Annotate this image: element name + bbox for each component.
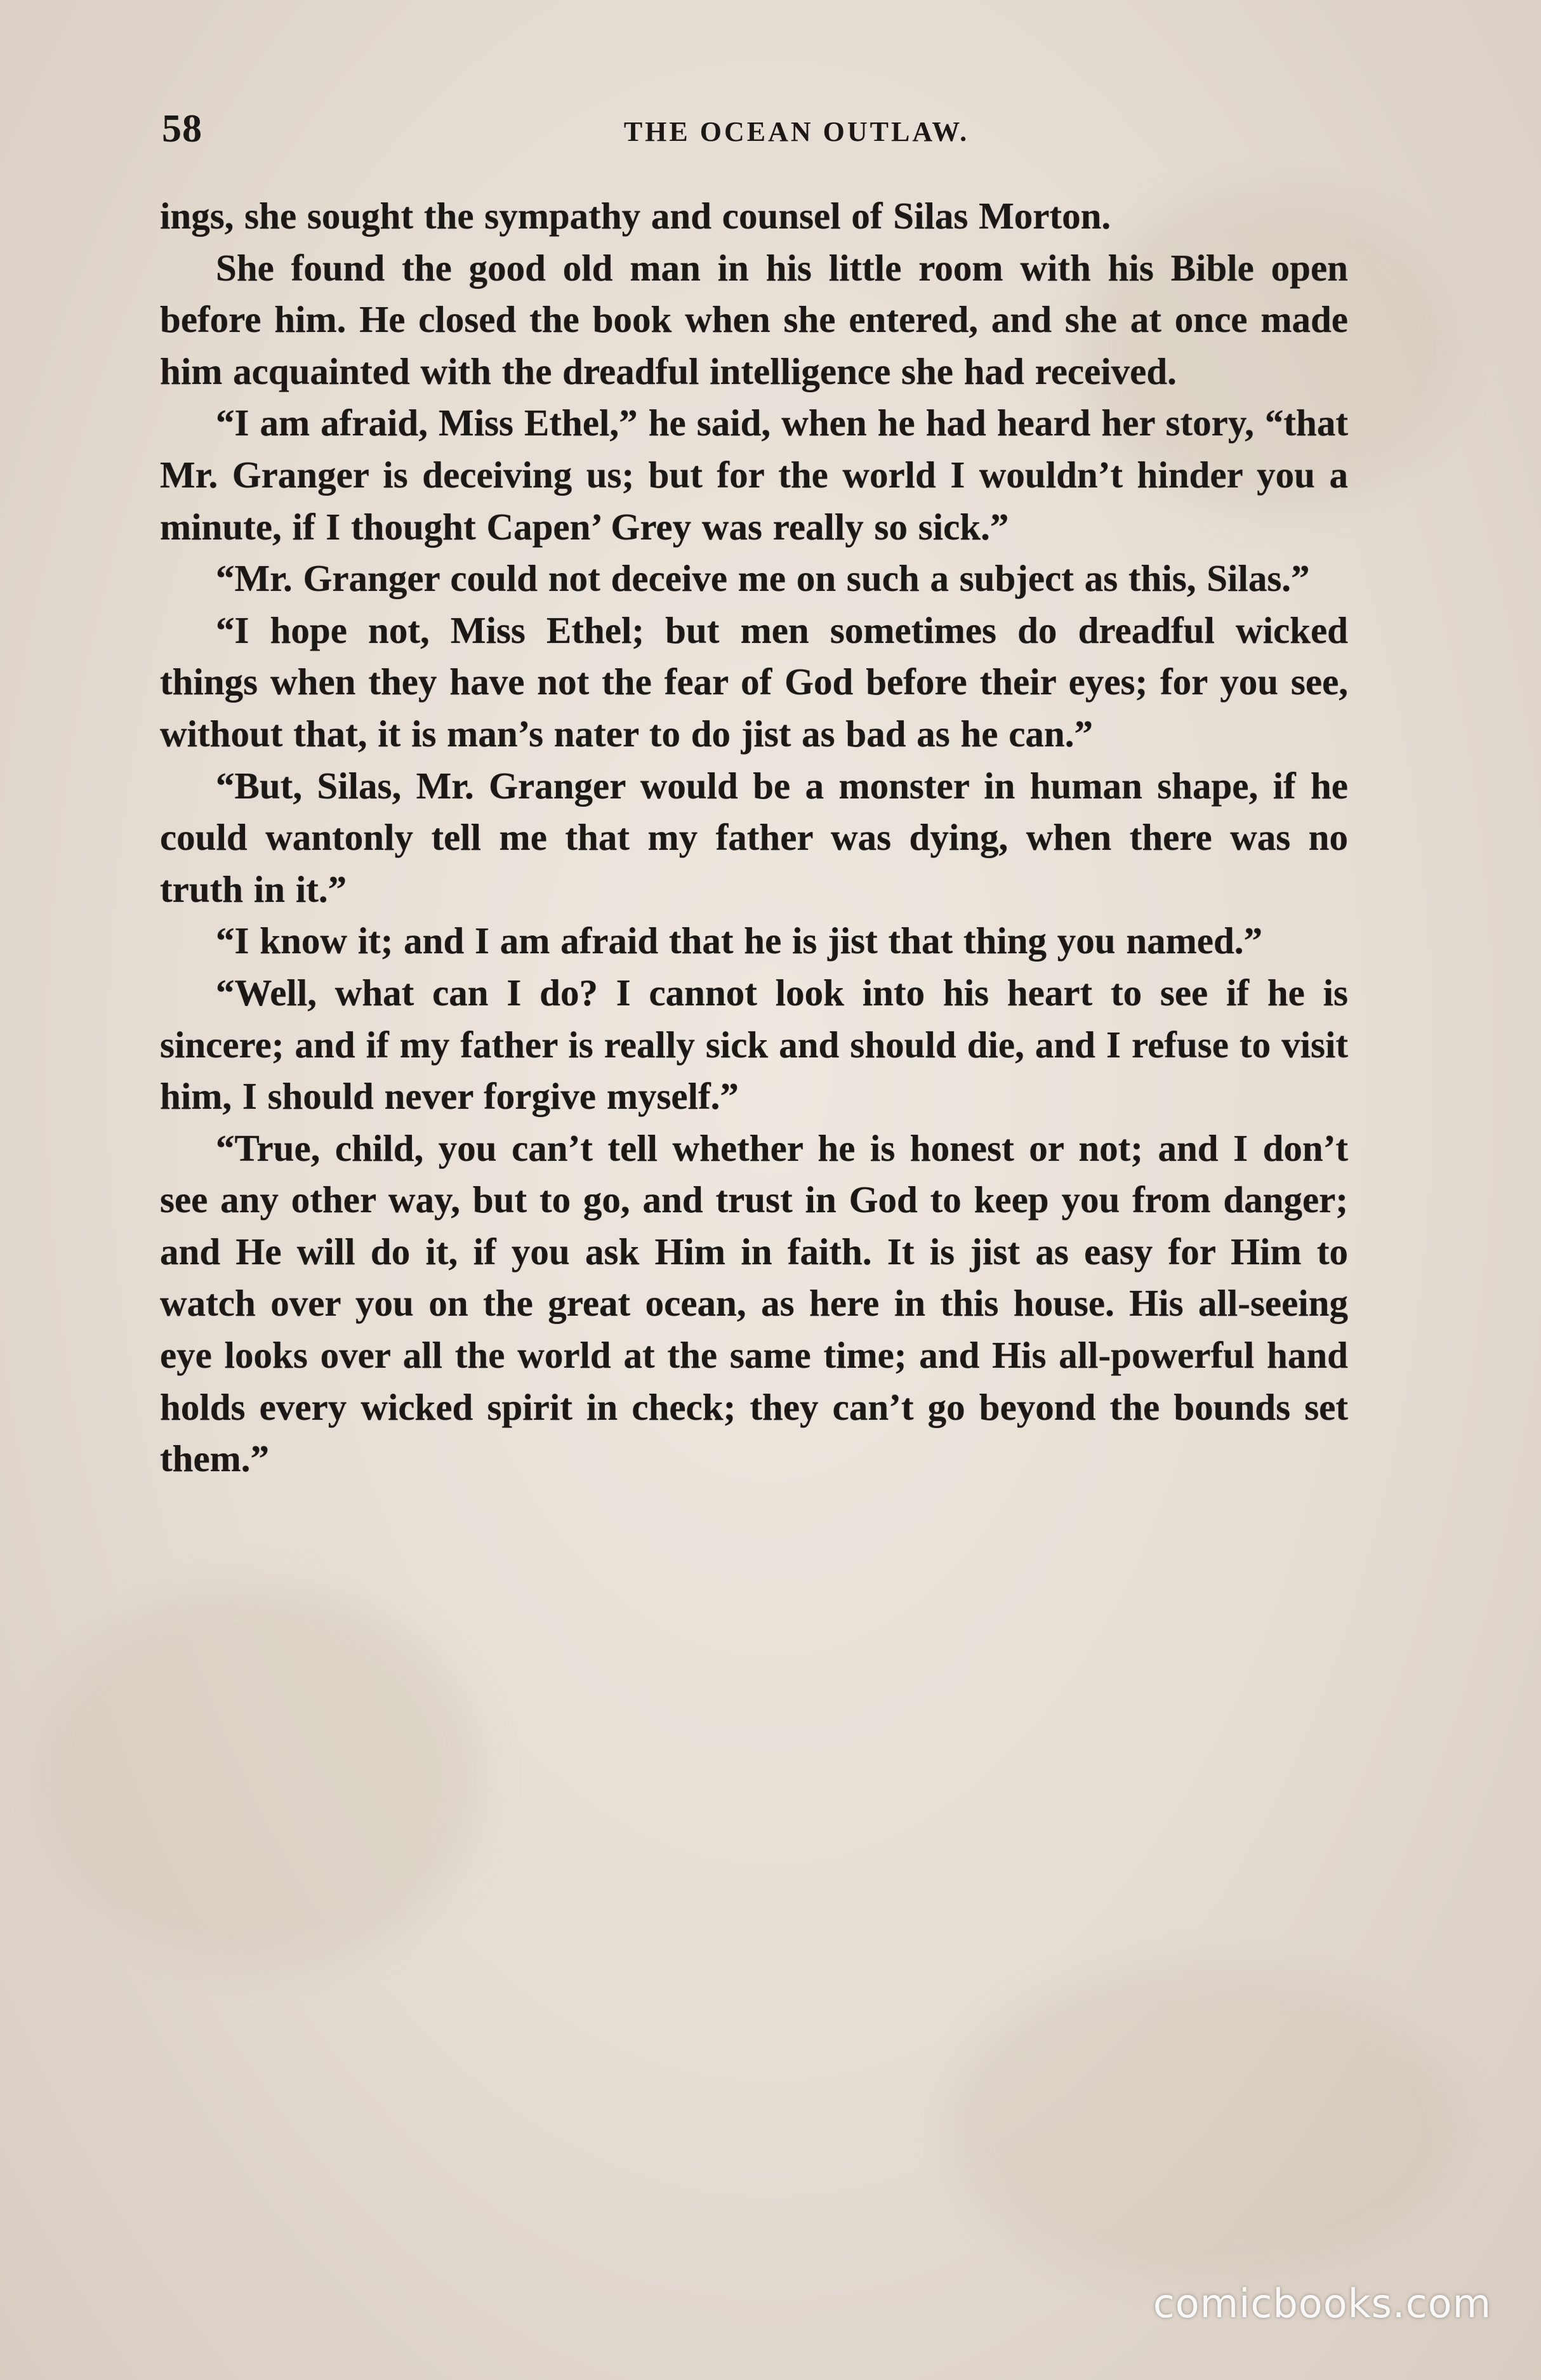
paragraph: “Well, what can I do? I cannot look into his heart to see if he is sincere; and if my father is really sick and should die, and I refuse to visit him, I should never forgive myself.”: [160, 971, 1348, 1118]
paragraph: “I know it; and I am afraid that he is jist that thing you named.”: [216, 920, 1263, 962]
site-watermark: comicbooks.com: [1153, 2280, 1491, 2327]
page-number: 58: [162, 107, 202, 150]
paragraph: “But, Silas, Mr. Granger would be a monster in human shape, if he could wantonly tell me that my father was dying, when there was no truth in it.”: [160, 764, 1348, 910]
paragraph: “I hope not, Miss Ethel; but men sometimes do dreadful wicked things when they have not the fear of God before their eyes; for you see, without that, it is man’s nater to do jist as bad as he can.”: [160, 609, 1348, 755]
paper-stain: [952, 1967, 1460, 2285]
paper-stain: [38, 1587, 482, 1967]
paragraph: “I am afraid, Miss Ethel,” he said, when he had heard her story, “that Mr. Granger is deceiving us; but for the world I wouldn’t hinder you a minute, if I thought Capen’ Grey was really so sick.”: [160, 402, 1348, 548]
body-text: [160, 190, 1348, 1485]
paragraph: ings, she sought the sympathy and counsel of Silas Morton.: [160, 195, 1111, 237]
paragraph: She found the good old man in his little room with his Bible open before him. He closed the book when she entered, and she at once made him acquainted with the dreadful intelligence she had received.: [160, 246, 1348, 392]
paragraph: “True, child, you can’t tell whether he is honest or not; and I don’t see any other way, but to go, and trust in God to keep you from danger; and He will do it, if you ask Him in faith. It is jist as easy for Him to watch over you on the great ocean, as here in this house. His all-seeing eye looks over all the world at the same time; and His all-powerful hand holds every wicked spirit in check; they can’t go beyond the bounds set them.”: [160, 1127, 1348, 1480]
page-header: [162, 107, 1355, 164]
paragraph: “Mr. Granger could not deceive me on such a subject as this, Silas.”: [216, 557, 1310, 600]
running-head: THE OCEAN OUTLAW.: [623, 116, 970, 147]
